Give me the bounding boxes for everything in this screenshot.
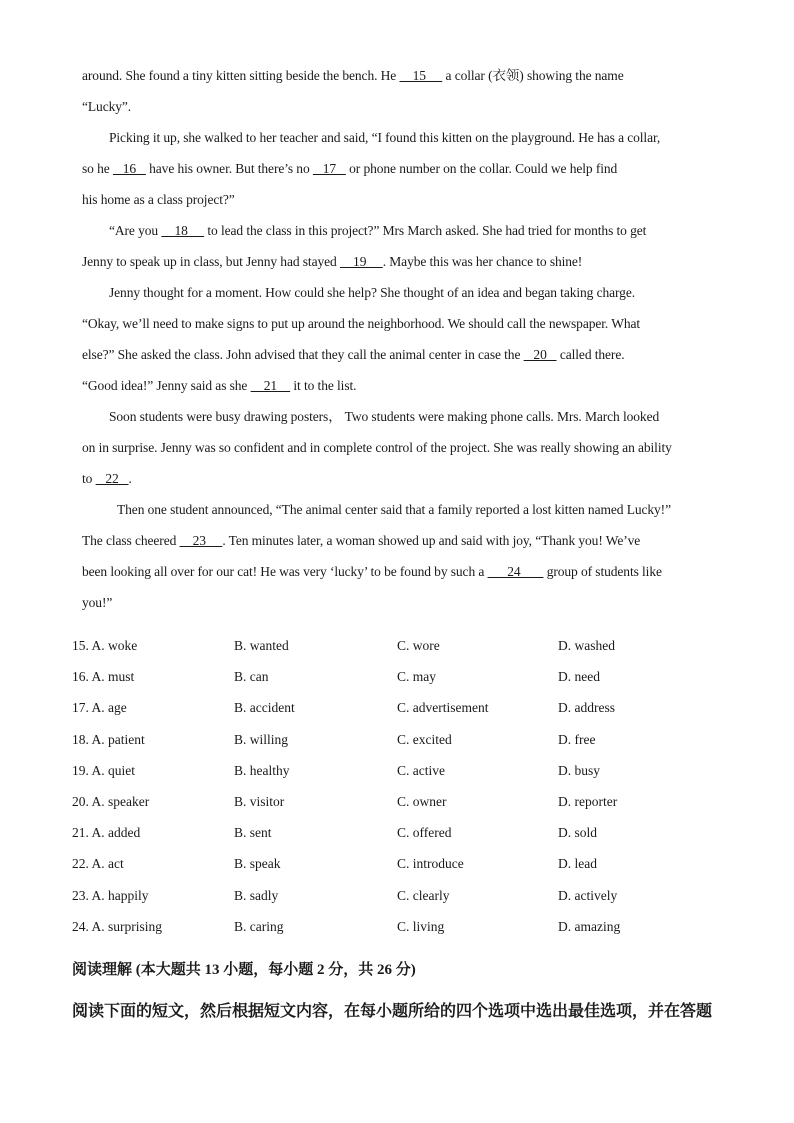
option-a: 19. A. quiet xyxy=(72,762,135,778)
option-b: B. speak xyxy=(234,856,281,872)
paragraph-start: “Are you 18 to lead the class in this project?” Mrs March asked. She had tried for months to get xyxy=(109,223,647,238)
option-d: D. sold xyxy=(558,825,598,841)
passage-line: else?” She asked the class. John advised that they call the animal center in case the 20 called there. xyxy=(82,347,625,362)
option-b: B. sadly xyxy=(234,887,279,903)
option-a: 21. A. added xyxy=(72,825,141,841)
paragraph-start: Then one student announced, “The animal center said that a family reported a lost kitten named Lucky!” xyxy=(117,502,671,517)
option-a: 17. A. age xyxy=(72,700,127,716)
blank-21: 21 xyxy=(250,378,291,393)
section-heading: 阅读理解 (本大题共 13 小题，每小题 2 分，共 26 分) xyxy=(72,962,416,978)
option-a: 22. A. act xyxy=(72,856,124,872)
passage-line: Jenny to speak up in class, but Jenny had stayed 19 . Maybe this was her chance to shine! xyxy=(82,254,583,269)
blank-16: 16 xyxy=(112,161,146,176)
option-c: C. wore xyxy=(397,638,440,653)
passage-line: to 22 . xyxy=(82,471,132,486)
option-a: 18. A. patient xyxy=(72,731,145,747)
option-b: B. visitor xyxy=(234,793,285,809)
option-d: D. actively xyxy=(558,887,618,903)
option-row xyxy=(72,790,752,821)
option-d: D. reporter xyxy=(558,793,618,809)
option-row xyxy=(72,759,752,790)
passage-line: “Good idea!” Jenny said as she 21 it to the list. xyxy=(82,378,357,393)
option-c: C. offered xyxy=(397,825,452,841)
option-b: B. can xyxy=(234,669,269,685)
option-c: C. active xyxy=(397,762,445,778)
blank-18: 18 xyxy=(161,223,205,238)
option-row xyxy=(72,884,752,915)
passage-line: been looking all over for our cat! He was very ‘lucky’ to be found by such a 24 group of students like xyxy=(82,564,662,579)
option-a: 15. A. woke xyxy=(72,638,138,653)
option-d: D. free xyxy=(558,731,596,747)
option-c: C. advertisement xyxy=(397,700,489,716)
option-b: B. healthy xyxy=(234,762,290,778)
option-row xyxy=(72,728,752,759)
option-d: D. need xyxy=(558,669,600,685)
option-c: C. clearly xyxy=(397,887,450,903)
option-b: B. caring xyxy=(234,918,284,934)
option-c: C. introduce xyxy=(397,856,464,872)
passage-line: his home as a class project?” xyxy=(82,192,235,207)
option-c: C. owner xyxy=(397,793,447,809)
option-b: B. willing xyxy=(234,731,289,747)
passage-line: you!” xyxy=(82,595,113,610)
passage-line: on in surprise. Jenny was so confident and in complete control of the project. She was really showing an ability xyxy=(82,440,672,455)
option-row xyxy=(72,634,752,665)
option-b: B. sent xyxy=(234,825,272,841)
paragraph-start: Jenny thought for a moment. How could she help? She thought of an idea and began taking charge. xyxy=(109,285,635,300)
blank-20: 20 xyxy=(523,347,557,362)
option-a: 16. A. must xyxy=(72,669,135,685)
blank-24: 24 xyxy=(487,564,544,579)
blank-22: 22 xyxy=(95,471,129,486)
option-row xyxy=(72,915,752,946)
option-c: C. may xyxy=(397,669,436,685)
option-a: 20. A. speaker xyxy=(72,793,150,809)
answer-options xyxy=(72,634,752,946)
option-row xyxy=(72,821,752,852)
paragraph-start: Picking it up, she walked to her teacher and said, “I found this kitten on the playground. He has a collar, xyxy=(109,130,661,145)
option-d: D. busy xyxy=(558,762,601,778)
option-a: 23. A. happily xyxy=(72,887,149,903)
option-d: D. washed xyxy=(558,638,615,653)
option-row xyxy=(72,665,752,696)
cloze-passage xyxy=(82,64,722,622)
option-c: C. excited xyxy=(397,731,452,747)
passage-line: “Okay, we’ll need to make signs to put up around the neighborhood. We should call the newspaper. What xyxy=(82,316,641,331)
passage-line: “Lucky”. xyxy=(82,99,132,114)
passage-line: The class cheered 23 . Ten minutes later, a woman showed up and said with joy, “Thank you! We’ve xyxy=(82,533,641,548)
paragraph-start: Soon students were busy drawing posters， Two students were making phone calls. Mrs. March looked xyxy=(109,409,660,424)
passage-line: so he 16 have his owner. But there’s no 17 or phone number on the collar. Could we help find xyxy=(82,161,618,176)
option-row xyxy=(72,852,752,883)
blank-17: 17 xyxy=(312,161,346,176)
option-b: B. accident xyxy=(234,700,295,716)
option-d: D. amazing xyxy=(558,918,621,934)
option-d: D. address xyxy=(558,700,615,716)
blank-23: 23 xyxy=(179,533,223,548)
option-row xyxy=(72,696,752,727)
option-d: D. lead xyxy=(558,856,597,872)
section-instruction: 阅读下面的短文，然后根据短文内容，在每小题所给的四个选项中选出最佳选项，并在答题 xyxy=(72,1003,713,1020)
option-a: 24. A. surprising xyxy=(72,918,163,934)
option-b: B. wanted xyxy=(234,638,289,653)
blank-19: 19 xyxy=(339,254,383,269)
option-c: C. living xyxy=(397,918,445,934)
blank-15: 15 xyxy=(399,68,443,83)
passage-line: around. She found a tiny kitten sitting beside the bench. He 15 a collar (衣领) showing the name xyxy=(82,68,624,83)
